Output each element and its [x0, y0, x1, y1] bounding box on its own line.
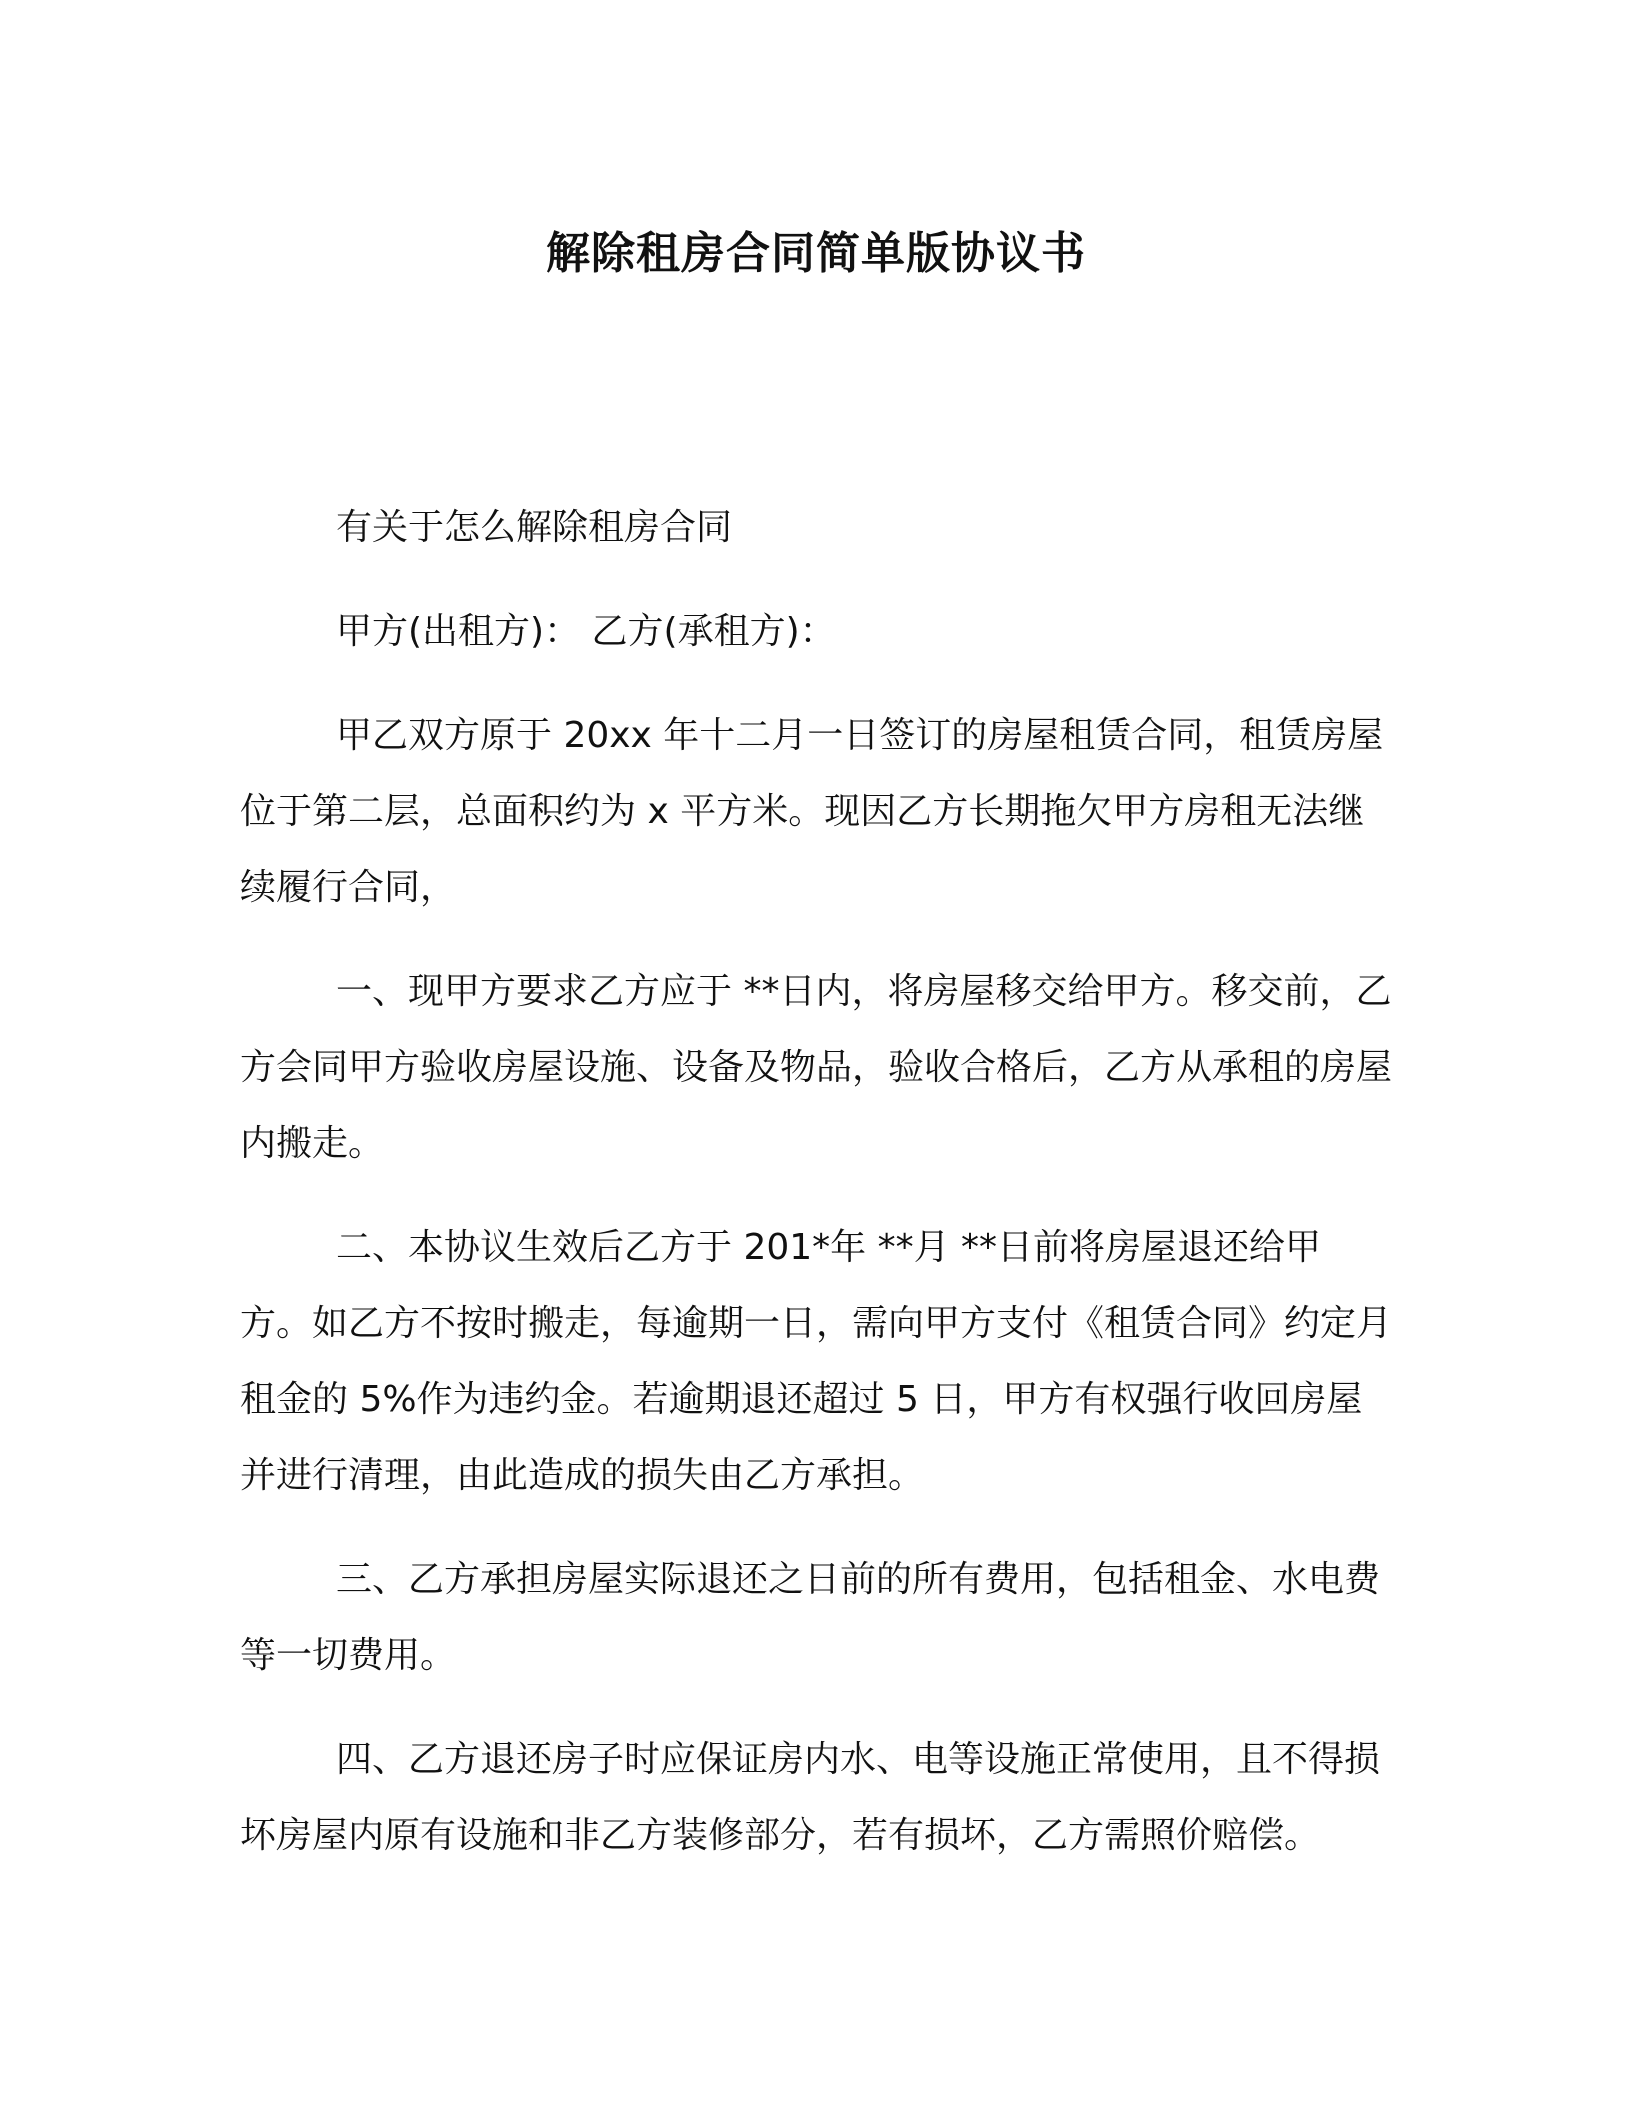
paragraph-background: 甲乙双方原于 20xx 年十二月一日签订的房屋租赁合同，租赁房屋位于第二层，总面积约为 x 平方米。现因乙方长期拖欠甲方房租无法继续履行合同， [240, 715, 1384, 908]
paragraph-clause-1: 一、现甲方要求乙方应于 **日内，将房屋移交给甲方。移交前，乙方会同甲方验收房屋设施、设备及物品，验收合格后，乙方从承租的房屋内搬走。 [240, 971, 1393, 1164]
paragraph-clause-4: 四、乙方退还房子时应保证房内水、电等设施正常使用，且不得损坏房屋内原有设施和非乙方装修部分，若有损坏，乙方需照价赔偿。 [240, 1739, 1381, 1856]
paragraph-clause-2: 二、本协议生效后乙方于 201*年 **月 **日前将房屋退还给甲方。如乙方不按时搬走，每逾期一日，需向甲方支付《租赁合同》约定月租金的 5%作为违约金。若逾期退还超过 5 日，甲方有权强行收回房屋并进行清理，由此造成的损失由乙方承担。 [240, 1227, 1393, 1496]
document-title: 解除租房合同简单版协议书 [546, 228, 1086, 279]
paragraph-heading: 有关于怎么解除租房合同 [336, 507, 733, 548]
paragraph-clause-3: 三、乙方承担房屋实际退还之日前的所有费用，包括租金、水电费等一切费用。 [240, 1559, 1381, 1676]
paragraph-parties: 甲方(出租方)： 乙方(承租方)： [336, 611, 836, 652]
document-body [240, 490, 1392, 1902]
